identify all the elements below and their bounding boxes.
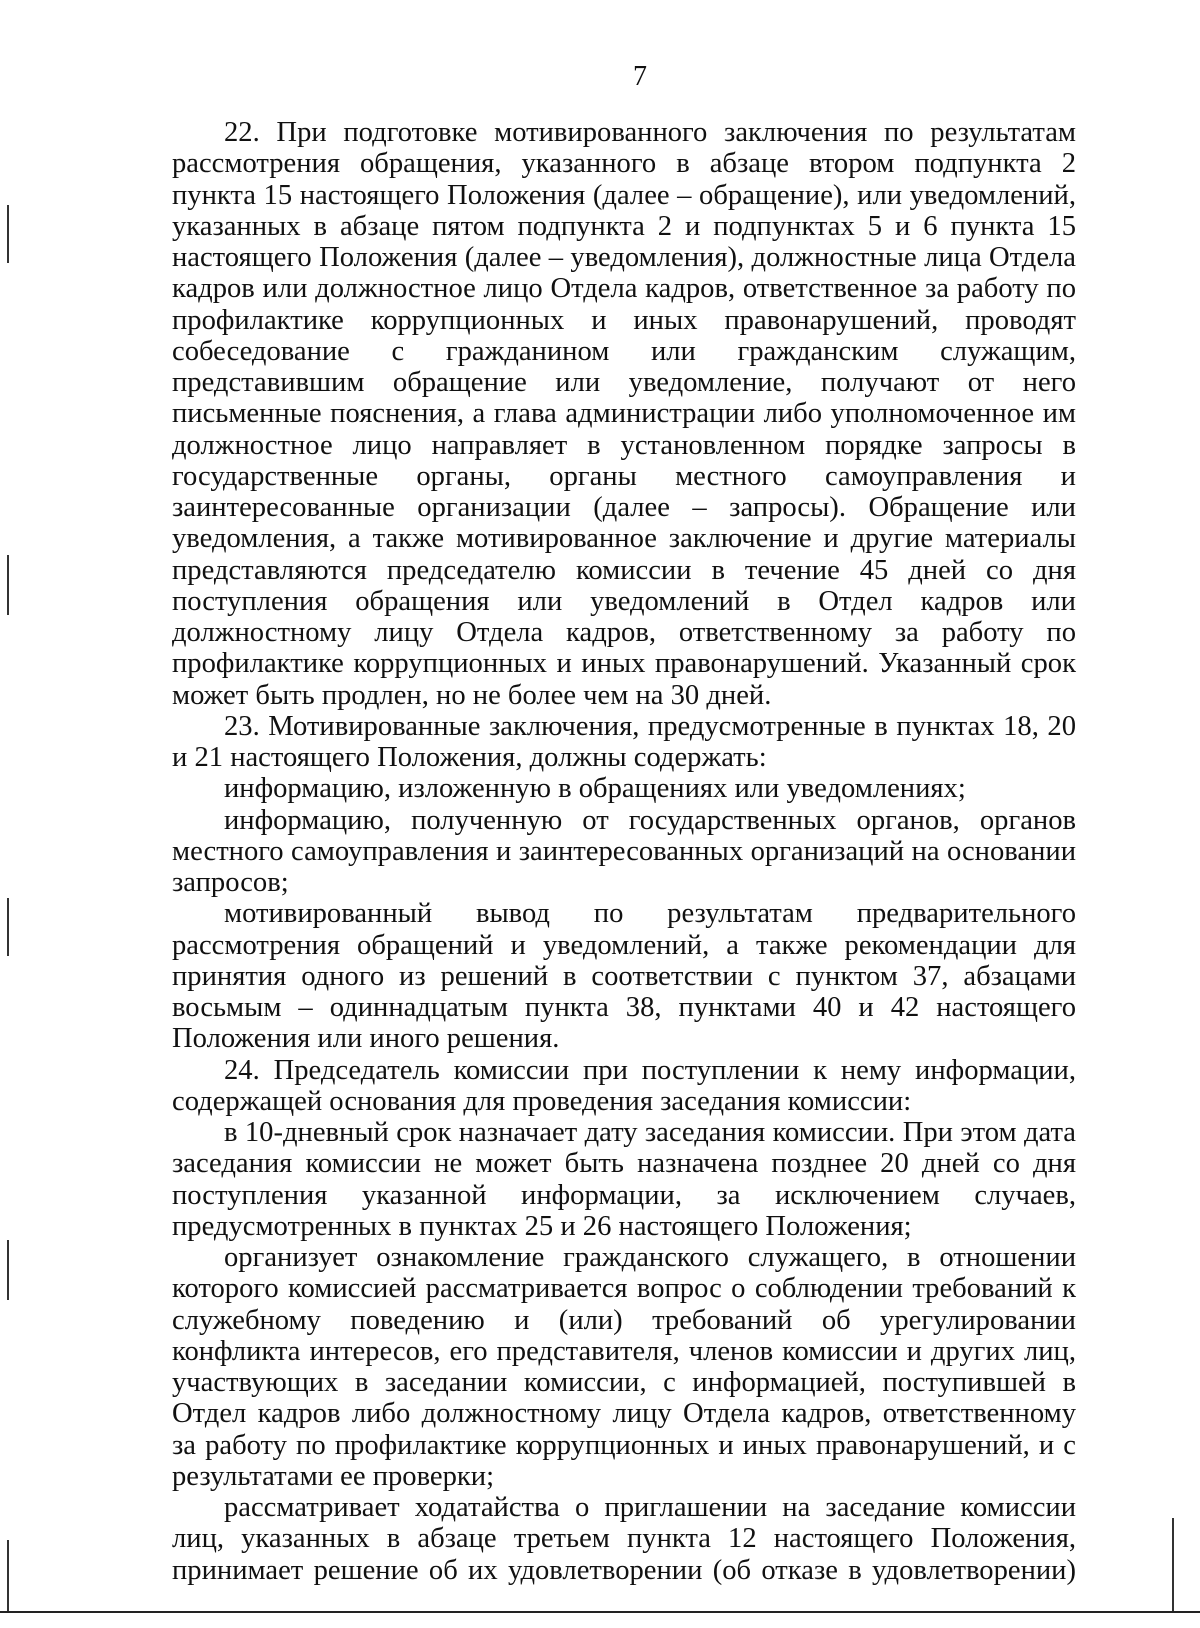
list-item-meeting-date: в 10-дневный срок назначает дату заседания комиссии. При этом дата заседания комиссии не может быть назначена позднее 20 дней со дня поступления указанной информации, за исключением случаев, предусмотренных в пунктах 25 и 26 настоящего Положения; (172, 1117, 1076, 1242)
scan-mark-left-5 (7, 1540, 9, 1612)
list-item-familiarization: организует ознакомление гражданского служащего, в отношении которого комиссией рассматривается вопрос о соблюдении требований к служебному поведению и (или) требований об урегулировании конфликта интересов, его представителя, членов комиссии и других лиц, участвующих в заседании комиссии, с информацией, поступившей в Отдел кадров либо должностному лицу Отдела кадров, ответственному за работу по профилактике коррупционных и иных правонарушений, и с результатами ее проверки; (172, 1242, 1076, 1492)
scan-mark-left-3 (7, 898, 9, 956)
paragraph-24: 24. Председатель комиссии при поступлении к нему информации, содержащей основания для проведения заседания комиссии: (172, 1054, 1076, 1117)
document-body (172, 117, 1076, 1586)
list-item-reasoned-conclusion: мотивированный вывод по результатам предварительного рассмотрения обращений и уведомлений, а также рекомендации для принятия одного из решений в соответствии с пунктом 37, абзацами восьмым – одиннадцатым пункта 38, пунктами 40 и 42 настоящего Положения или иного решения. (172, 898, 1076, 1055)
scan-mark-right (1172, 1518, 1174, 1613)
list-item-petitions: рассматривает ходатайства о приглашении на заседание комиссии лиц, указанных в абзаце третьем пункта 12 настоящего Положения, принимает решение об их удовлетворении (об отказе в удовлетворении) (172, 1492, 1076, 1586)
list-item-information-from-authorities: информацию, полученную от государственных органов, органов местного самоуправления и заинтересованных организаций на основании запросов; (172, 804, 1076, 898)
scan-bottom-rule (0, 1611, 1200, 1613)
paragraph-23: 23. Мотивированные заключения, предусмотренные в пунктах 18, 20 и 21 настоящего Положения, должны содержать: (172, 710, 1076, 773)
page-number: 7 (633, 61, 647, 92)
paragraph-22: 22. При подготовке мотивированного заключения по результатам рассмотрения обращения, указанного в абзаце втором подпункта 2 пункта 15 настоящего Положения (далее – обращение), или уведомлений, указанных в абзаце пятом подпункта 2 и подпунктах 5 и 6 пункта 15 настоящего Положения (далее – уведомления), должностные лица Отдела кадров или должностное лицо Отдела кадров, ответственное за работу по профилактике коррупционных и иных правонарушений, проводят собеседование с гражданином или гражданским служащим, представившим обращение или уведомление, получают от него письменные пояснения, а глава администрации либо уполномоченное им должностное лицо направляет в установленном порядке запросы в государственные органы, органы местного самоуправления и заинтересованные организации (далее – запросы). Обращение или уведомления, а также мотивированное заключение и другие материалы представляются председателю комиссии в течение 45 дней со дня поступления обращения или уведомлений в Отдел кадров или должностному лицу Отдела кадров, ответственному за работу по профилактике коррупционных и иных правонарушений. Указанный срок может быть продлен, но не более чем на 30 дней. (172, 117, 1076, 711)
scan-mark-left-4 (7, 1240, 9, 1300)
scan-mark-left-2 (7, 555, 9, 615)
scan-mark-left-1 (7, 205, 9, 263)
list-item-information-in-appeals: информацию, изложенную в обращениях или уведомлениях; (224, 773, 966, 805)
